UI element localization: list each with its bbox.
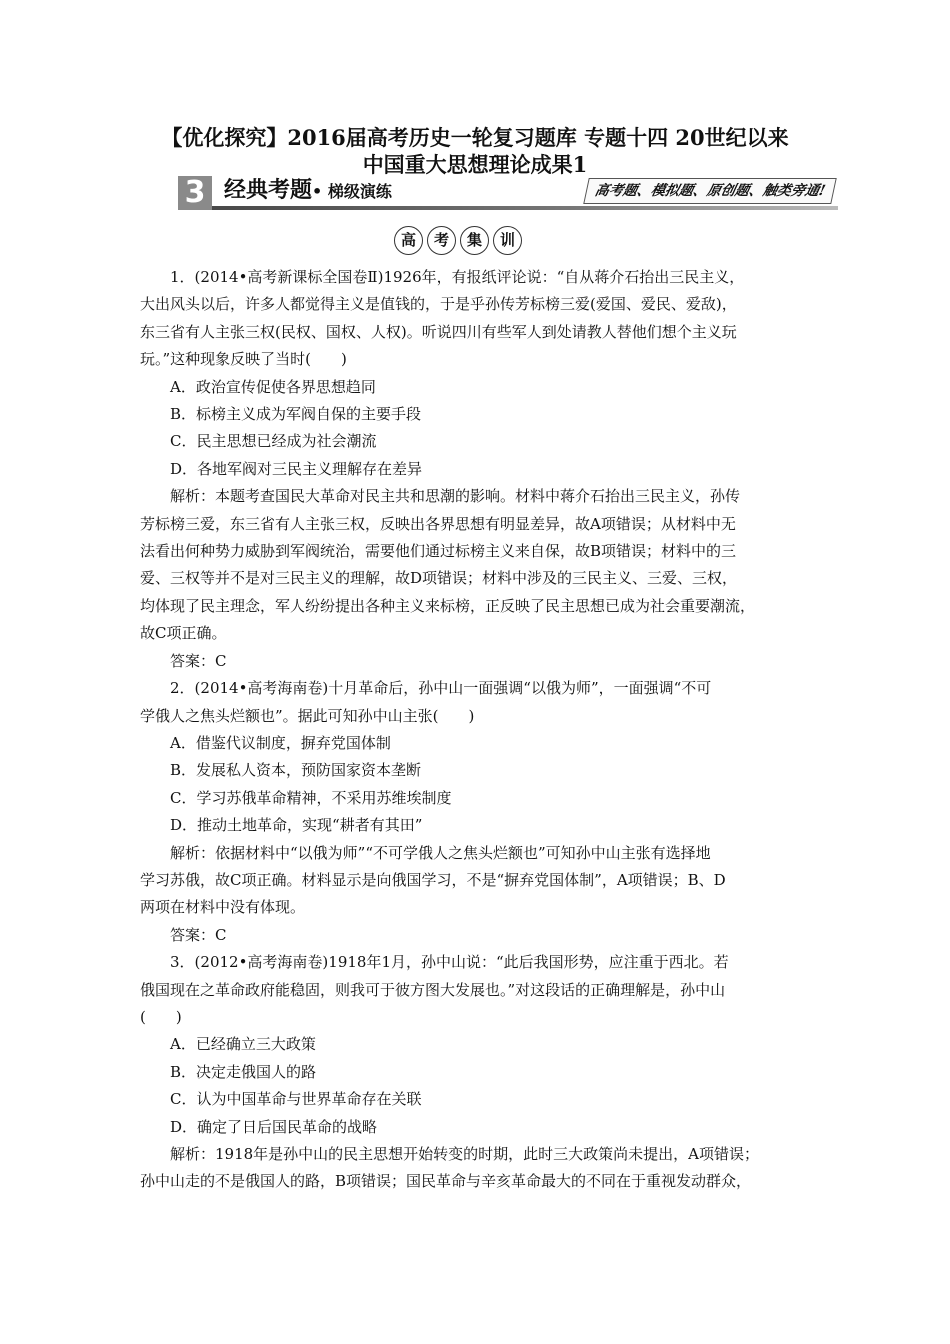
title-line-1: 【优化探究】2016届高考历史一轮复习题库 专题十四 20世纪以来 (161, 125, 789, 150)
text-line: C．认为中国革命与世界革命存在关联 (170, 1090, 422, 1109)
text-line: D．确定了日后国民革命的战略 (170, 1117, 378, 1136)
section-banner (178, 176, 838, 214)
text-line: 俄国现在之革命政府能稳固，则我可于彼方图大发展也。”对这段话的正确理解是，孙中山 (140, 980, 726, 999)
text-line: 解析：依据材料中“以俄为师”“不可学俄人之焦头烂额也”可知孙中山主张有选择地 (170, 843, 711, 862)
text-line: 答案：C (170, 925, 227, 944)
text-line: 爱、三权等并不是对三民主义的理解，故D项错误；材料中涉及的三民主义、三爱、三权， (140, 569, 738, 588)
text-line: 3．(2012•高考海南卷)1918年1月，孙中山说：“此后我国形势，应注重于西北。若 (170, 953, 729, 972)
section-char: 考 (427, 226, 456, 255)
banner-main-text: 经典考题 (224, 178, 313, 203)
text-line: 孙中山走的不是俄国人的路，B项错误；国民革命与辛亥革命最大的不同在于重视发动群众， (140, 1172, 752, 1191)
section-char: 高 (394, 226, 423, 255)
section-char: 集 (460, 226, 489, 255)
text-line: 芳标榜三爱，东三省有人主张三权，反映出各界思想有明显差异，故A项错误；从材料中无 (140, 514, 736, 533)
text-line: 解析：1918年是孙中山的民主思想开始转变的时期，此时三大政策尚未提出，A项错误； (170, 1145, 760, 1163)
banner-heading (224, 177, 392, 206)
text-line: ( ) (140, 1007, 182, 1026)
text-line: 均体现了民主理念，军人纷纷提出各种主义来标榜，正反映了民主思想已成为社会重要潮流， (140, 596, 756, 615)
text-line: C．民主思想已经成为社会潮流 (170, 432, 377, 451)
banner-sub-text: • 梯级演练 (312, 182, 392, 201)
text-line: A．已经确立三大政策 (170, 1035, 316, 1054)
section-char: 训 (493, 226, 522, 255)
text-line: 两项在材料中没有体现。 (140, 898, 306, 917)
banner-slogan: 高考题、模拟题、原创题、触类旁通! (583, 178, 837, 204)
text-line: B．标榜主义成为军阀自保的主要手段 (170, 405, 422, 424)
text-line: A．借鉴代议制度，摒弃党国体制 (170, 733, 391, 752)
text-line: 学俄人之焦头烂额也”。据此可知孙中山主张( ) (140, 706, 475, 725)
text-line: B．决定走俄国人的路 (170, 1062, 317, 1081)
text-line: 2．(2014•高考海南卷)十月革命后，孙中山一面强调“以俄为师”，一面强调“不可 (170, 679, 712, 698)
banner-stripe (178, 206, 838, 210)
text-line: 1．(2014•高考新课标全国卷Ⅱ)1926年，有报纸评论说：“自从蒋介石抬出三民主义， (170, 268, 745, 286)
text-line: A．政治宣传促使各界思想趋同 (170, 377, 376, 396)
text-line: B．发展私人资本，预防国家资本垄断 (170, 761, 422, 780)
text-line: 解析：本题考查国民大革命对民主共和思潮的影响。材料中蒋介石抬出三民主义，孙传 (170, 487, 741, 506)
section-heading (394, 226, 522, 255)
text-line: 东三省有人主张三权(民权、国权、人权)。听说四川有些军人到处请教人替他们想个主义玩 (140, 322, 737, 341)
text-line: C．学习苏俄革命精神，不采用苏维埃制度 (170, 788, 452, 807)
document-title (120, 124, 830, 178)
text-line: 大出风头以后，许多人都觉得主义是值钱的，于是乎孙传芳标榜三爱(爱国、爱民、爱敌)， (140, 295, 737, 314)
text-line: 故C项正确。 (140, 624, 227, 643)
text-line: 学习苏俄，故C项正确。材料显示是向俄国学习，不是“摒弃党国体制”，A项错误；B、D (140, 870, 726, 889)
text-line: D．推动土地革命，实现“耕者有其田” (170, 816, 423, 835)
text-line: 玩。”这种现象反映了当时( ) (140, 350, 347, 369)
question-content (140, 264, 812, 1196)
text-line: 法看出何种势力威胁到军阀统治，需要他们通过标榜主义来自保，故B项错误；材料中的三 (140, 542, 737, 561)
text-line: D．各地军阀对三民主义理解存在差异 (170, 459, 423, 478)
text-line: 答案：C (170, 651, 227, 670)
banner-number: 3 (178, 176, 212, 210)
title-line-2: 中国重大思想理论成果1 (362, 152, 588, 177)
